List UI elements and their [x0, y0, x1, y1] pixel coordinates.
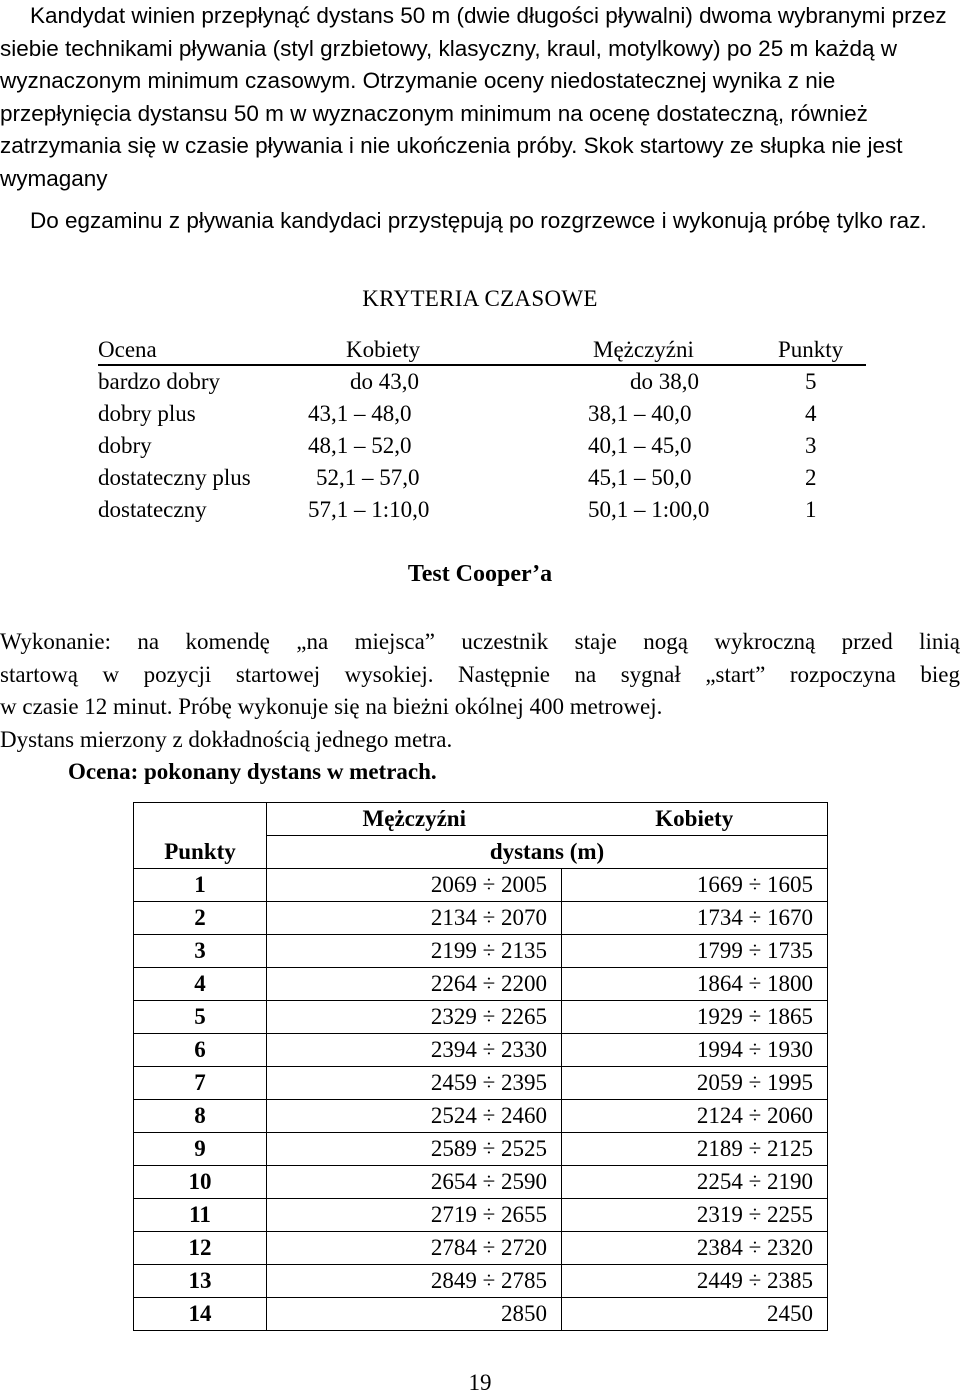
men-distance-cell: 2524 ÷ 2460: [267, 1100, 562, 1133]
warmup-paragraph: Do egzaminu z pływania kandydaci przystępują po rozgrzewce i wykonują próbę tylko raz.: [30, 208, 927, 233]
criteria-grade: dobry: [98, 433, 152, 458]
criteria-men-time: do 38,0: [630, 369, 699, 394]
men-distance-cell: 2069 ÷ 2005: [267, 869, 562, 902]
distance-row: [134, 869, 828, 902]
women-distance-cell: 2450: [562, 1298, 828, 1331]
criteria-title: KRYTERIA CZASOWE: [362, 286, 598, 311]
distance-row: [134, 935, 828, 968]
criteria-points: 2: [805, 465, 817, 490]
men-distance-cell: 2850: [267, 1298, 562, 1331]
women-distance-cell: 2189 ÷ 2125: [562, 1133, 828, 1166]
men-distance-cell: 2329 ÷ 2265: [267, 1001, 562, 1034]
criteria-header-grade: Ocena: [98, 337, 157, 362]
criteria-header-women: Kobiety: [346, 337, 421, 362]
criteria-men-time: 50,1 – 1:00,0: [588, 497, 710, 522]
women-distance-cell: 2384 ÷ 2320: [562, 1232, 828, 1265]
points-cell: 12: [134, 1232, 267, 1265]
criteria-women-time: 43,1 – 48,0: [308, 401, 412, 426]
criteria-women-time: 52,1 – 57,0: [316, 465, 420, 490]
distance-row: [134, 1100, 828, 1133]
header-men: Mężczyźni: [267, 803, 562, 836]
men-distance-cell: 2199 ÷ 2135: [267, 935, 562, 968]
points-cell: 9: [134, 1133, 267, 1166]
cooper-line: w czasie 12 minut. Próbę wykonuje się na bieżni okólnej 400 metrowej.: [0, 694, 663, 719]
empty-header-cell: [134, 803, 267, 836]
women-distance-cell: 2124 ÷ 2060: [562, 1100, 828, 1133]
distance-row: [134, 1001, 828, 1034]
points-cell: 3: [134, 935, 267, 968]
criteria-men-time: 45,1 – 50,0: [588, 465, 692, 490]
women-distance-cell: 1734 ÷ 1670: [562, 902, 828, 935]
criteria-row: [98, 366, 866, 398]
cooper-line: Wykonanie: na komendę „na miejsca” uczestnik staje nogą wykroczną przed linią: [0, 629, 960, 654]
points-cell: 5: [134, 1001, 267, 1034]
page-number: 19: [468, 1370, 492, 1395]
header-points: Punkty: [134, 836, 267, 869]
criteria-points: 5: [805, 369, 817, 394]
distance-row: [134, 1067, 828, 1100]
men-distance-cell: 2654 ÷ 2590: [267, 1166, 562, 1199]
criteria-women-time: 48,1 – 52,0: [308, 433, 412, 458]
men-distance-cell: 2394 ÷ 2330: [267, 1034, 562, 1067]
distance-row: [134, 1265, 828, 1298]
criteria-women-time: do 43,0: [350, 369, 419, 394]
time-criteria-table: [98, 334, 866, 526]
distance-row: [134, 1298, 828, 1331]
cooper-distance-table: [133, 802, 828, 1331]
women-distance-cell: 2254 ÷ 2190: [562, 1166, 828, 1199]
points-cell: 1: [134, 869, 267, 902]
distance-row: [134, 968, 828, 1001]
criteria-header-row: [98, 334, 866, 366]
distance-row: [134, 1166, 828, 1199]
criteria-women-time: 57,1 – 1:10,0: [308, 497, 430, 522]
women-distance-cell: 1994 ÷ 1930: [562, 1034, 828, 1067]
women-distance-cell: 1929 ÷ 1865: [562, 1001, 828, 1034]
criteria-points: 4: [805, 401, 817, 426]
criteria-grade: dobry plus: [98, 401, 196, 426]
criteria-row: [98, 462, 866, 494]
points-cell: 8: [134, 1100, 267, 1133]
points-cell: 10: [134, 1166, 267, 1199]
cooper-scoring-note: Ocena: pokonany dystans w metrach.: [68, 759, 437, 784]
criteria-grade: dostateczny: [98, 497, 207, 522]
distance-row: [134, 1034, 828, 1067]
criteria-men-time: 40,1 – 45,0: [588, 433, 692, 458]
points-cell: 2: [134, 902, 267, 935]
cooper-line: Dystans mierzony z dokładnością jednego metra.: [0, 726, 453, 752]
criteria-men-time: 38,1 – 40,0: [588, 401, 692, 426]
criteria-grade: bardzo dobry: [98, 369, 220, 394]
distance-header-row-2: [134, 836, 828, 869]
cooper-line: startową w pozycji startowej wysokiej. Następnie na sygnał „start” rozpoczyna bieg: [0, 661, 960, 687]
criteria-grade: dostateczny plus: [98, 465, 251, 490]
women-distance-cell: 1864 ÷ 1800: [562, 968, 828, 1001]
criteria-row: [98, 430, 866, 462]
distance-row: [134, 902, 828, 935]
points-cell: 7: [134, 1067, 267, 1100]
men-distance-cell: 2264 ÷ 2200: [267, 968, 562, 1001]
men-distance-cell: 2459 ÷ 2395: [267, 1067, 562, 1100]
men-distance-cell: 2784 ÷ 2720: [267, 1232, 562, 1265]
distance-row: [134, 1199, 828, 1232]
cooper-test-title: Test Cooper’a: [407, 561, 553, 587]
criteria-row: [98, 398, 866, 430]
women-distance-cell: 2319 ÷ 2255: [562, 1199, 828, 1232]
swimming-rules-paragraph: Kandydat winien przepłynąć dystans 50 m (dwie długości pływalni) dwoma wybranymi przez siebie technikami pływania (styl grzbietowy, klasyczny, kraul, motylkowy) po 25 m każdą w wyznaczonym minimum czasowym. Otrzymanie oceny niedostatecznej wynika z nie przepłynięcia dystansu 50 m w wyznaczonym minimum na ocenę dostateczną, również zatrzymania się w czasie pływania i nie ukończenia próby. Skok startowy ze słupka nie jest wymagany: [0, 3, 947, 191]
criteria-row: [98, 494, 866, 526]
points-cell: 6: [134, 1034, 267, 1067]
header-unit: dystans (m): [267, 836, 828, 869]
header-women: Kobiety: [562, 803, 828, 836]
points-cell: 11: [134, 1199, 267, 1232]
points-cell: 4: [134, 968, 267, 1001]
women-distance-cell: 2449 ÷ 2385: [562, 1265, 828, 1298]
women-distance-cell: 1799 ÷ 1735: [562, 935, 828, 968]
distance-header-row-1: [134, 803, 828, 836]
distance-row: [134, 1133, 828, 1166]
men-distance-cell: 2849 ÷ 2785: [267, 1265, 562, 1298]
criteria-points: 1: [805, 497, 817, 522]
men-distance-cell: 2589 ÷ 2525: [267, 1133, 562, 1166]
women-distance-cell: 2059 ÷ 1995: [562, 1067, 828, 1100]
criteria-header-men: Mężczyźni: [593, 337, 694, 362]
cooper-test-description: [0, 626, 960, 789]
points-cell: 13: [134, 1265, 267, 1298]
points-cell: 14: [134, 1298, 267, 1331]
swimming-warmup-note: [0, 205, 960, 238]
women-distance-cell: 1669 ÷ 1605: [562, 869, 828, 902]
criteria-header-points: Punkty: [778, 337, 844, 362]
men-distance-cell: 2719 ÷ 2655: [267, 1199, 562, 1232]
criteria-points: 3: [805, 433, 817, 458]
swimming-description: [0, 0, 960, 195]
men-distance-cell: 2134 ÷ 2070: [267, 902, 562, 935]
distance-row: [134, 1232, 828, 1265]
